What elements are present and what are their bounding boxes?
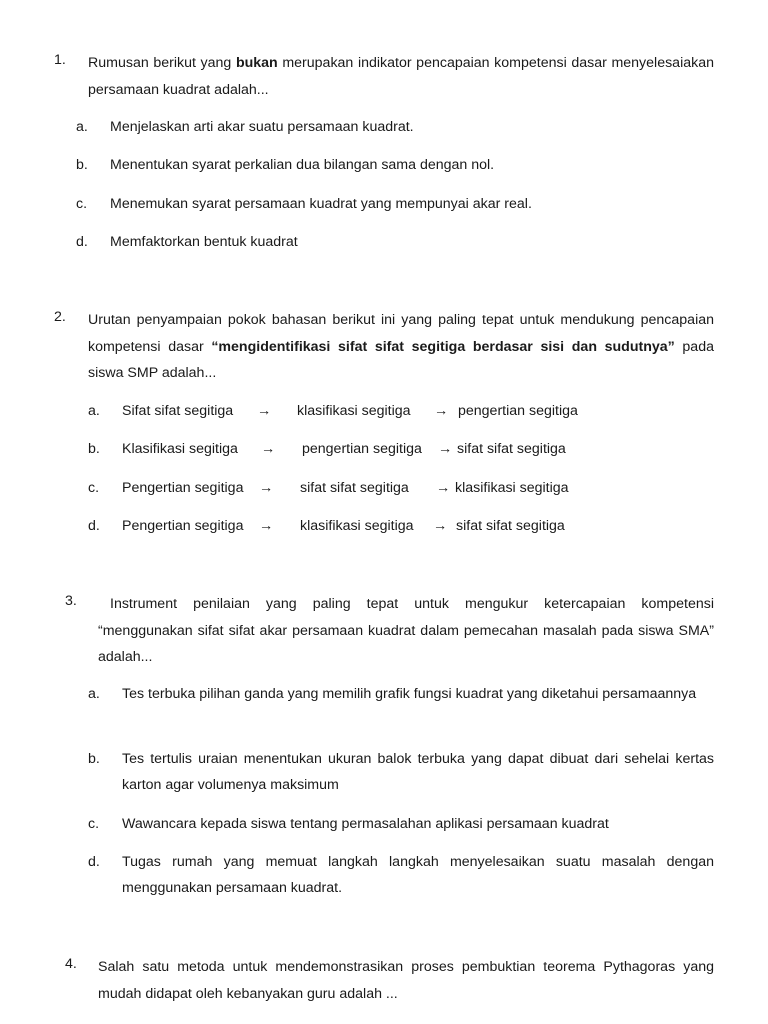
- option-letter: b.: [76, 157, 88, 173]
- emphasis-text: bukan: [235, 55, 278, 71]
- option-letter: c.: [88, 816, 100, 832]
- sequence-step-2: sifat sifat segitiga: [300, 480, 409, 496]
- question-number: 4.: [65, 956, 77, 972]
- option-letter: c.: [76, 196, 88, 212]
- option-text: Menentukan syarat perkalian dua bilangan sama dengan nol.: [110, 157, 495, 173]
- sequence-step-2: klasifikasi segitiga: [300, 518, 414, 534]
- option-text: Tes tertulis uraian menentukan ukuran balok terbuka yang dapat dibuat dari sehelai kertas karton agar volumenya maksimum: [122, 751, 714, 793]
- option-text: Menemukan syarat persamaan kuadrat yang mempunyai akar real.: [110, 196, 532, 212]
- sequence-step-1: Klasifikasi segitiga: [122, 441, 238, 457]
- arrow-icon: →: [257, 403, 272, 419]
- sequence-step-1: Pengertian segitiga: [122, 480, 244, 496]
- arrow-icon: →: [438, 441, 453, 457]
- sequence-step-3: sifat sifat segitiga: [456, 518, 565, 534]
- option-letter: b.: [88, 751, 100, 767]
- question-number: 1.: [54, 52, 66, 68]
- sequence-step-3: pengertian segitiga: [458, 403, 578, 419]
- emphasis-text: “mengidentifikasi sifat sifat segitiga berdasar sisi dan sudutnya”: [211, 338, 675, 355]
- option-2d: [0, 513, 768, 539]
- option-text: Tugas rumah yang memuat langkah langkah menyelesaikan suatu masalah dengan menggunakan persamaan kuadrat.: [122, 854, 714, 896]
- arrow-icon: →: [434, 403, 449, 419]
- question-number: 3.: [65, 593, 77, 609]
- option-2a: [0, 398, 768, 424]
- question-text: Salah satu metoda untuk mendemonstrasikan proses pembuktian teorema Pythagoras yang mudah didapat oleh kebanyakan guru adalah ...: [98, 959, 714, 1002]
- option-text: Wawancara kepada siswa tentang permasalahan aplikasi persamaan kuadrat: [122, 816, 609, 832]
- sequence-step-3: klasifikasi segitiga: [455, 480, 569, 496]
- sequence-step-1: Sifat sifat segitiga: [122, 403, 234, 419]
- option-letter: d.: [76, 234, 88, 250]
- option-2b: [0, 436, 768, 462]
- option-text: Menjelaskan arti akar suatu persamaan kuadrat.: [110, 119, 414, 135]
- sequence-step-2: klasifikasi segitiga: [297, 403, 411, 419]
- arrow-icon: →: [436, 480, 451, 496]
- question-text: Urutan penyampaian pokok bahasan berikut ini yang paling tepat untuk mendukung pencapaian kompetensi dasar “mengidentifikasi sifat sifat segitiga berdasar sisi dan sudutnya” pada siswa SMP adalah...: [88, 312, 714, 381]
- option-letter: a.: [76, 119, 88, 135]
- option-text: Memfaktorkan bentuk kuadrat: [110, 234, 298, 250]
- option-2c: [0, 475, 768, 501]
- option-text: Tes terbuka pilihan ganda yang memilih grafik fungsi kuadrat yang diketahui persamaannya: [122, 686, 697, 702]
- sequence-step-1: Pengertian segitiga: [122, 518, 244, 534]
- arrow-icon: →: [433, 518, 448, 534]
- option-letter: a.: [88, 686, 100, 702]
- arrow-icon: →: [259, 480, 274, 496]
- arrow-icon: →: [259, 518, 274, 534]
- option-letter: c.: [88, 480, 100, 496]
- option-letter: d.: [88, 854, 100, 870]
- sequence-step-3: sifat sifat segitiga: [457, 441, 566, 457]
- option-letter: b.: [88, 441, 100, 457]
- question-text: Rumusan berikut yang bukan merupakan indikator pencapaian kompetensi dasar menyelesaiakan persamaan kuadrat adalah...: [88, 55, 714, 98]
- arrow-icon: →: [261, 441, 276, 457]
- sequence-step-2: pengertian segitiga: [302, 441, 422, 457]
- question-text: Instrument penilaian yang paling tepat untuk mengukur ketercapaian kompetensi “menggunakan sifat sifat akar persamaan kuadrat dalam pemecahan masalah pada siswa SMA” adalah...: [98, 596, 714, 665]
- question-number: 2.: [54, 309, 66, 325]
- option-letter: d.: [88, 518, 100, 534]
- option-letter: a.: [88, 403, 100, 419]
